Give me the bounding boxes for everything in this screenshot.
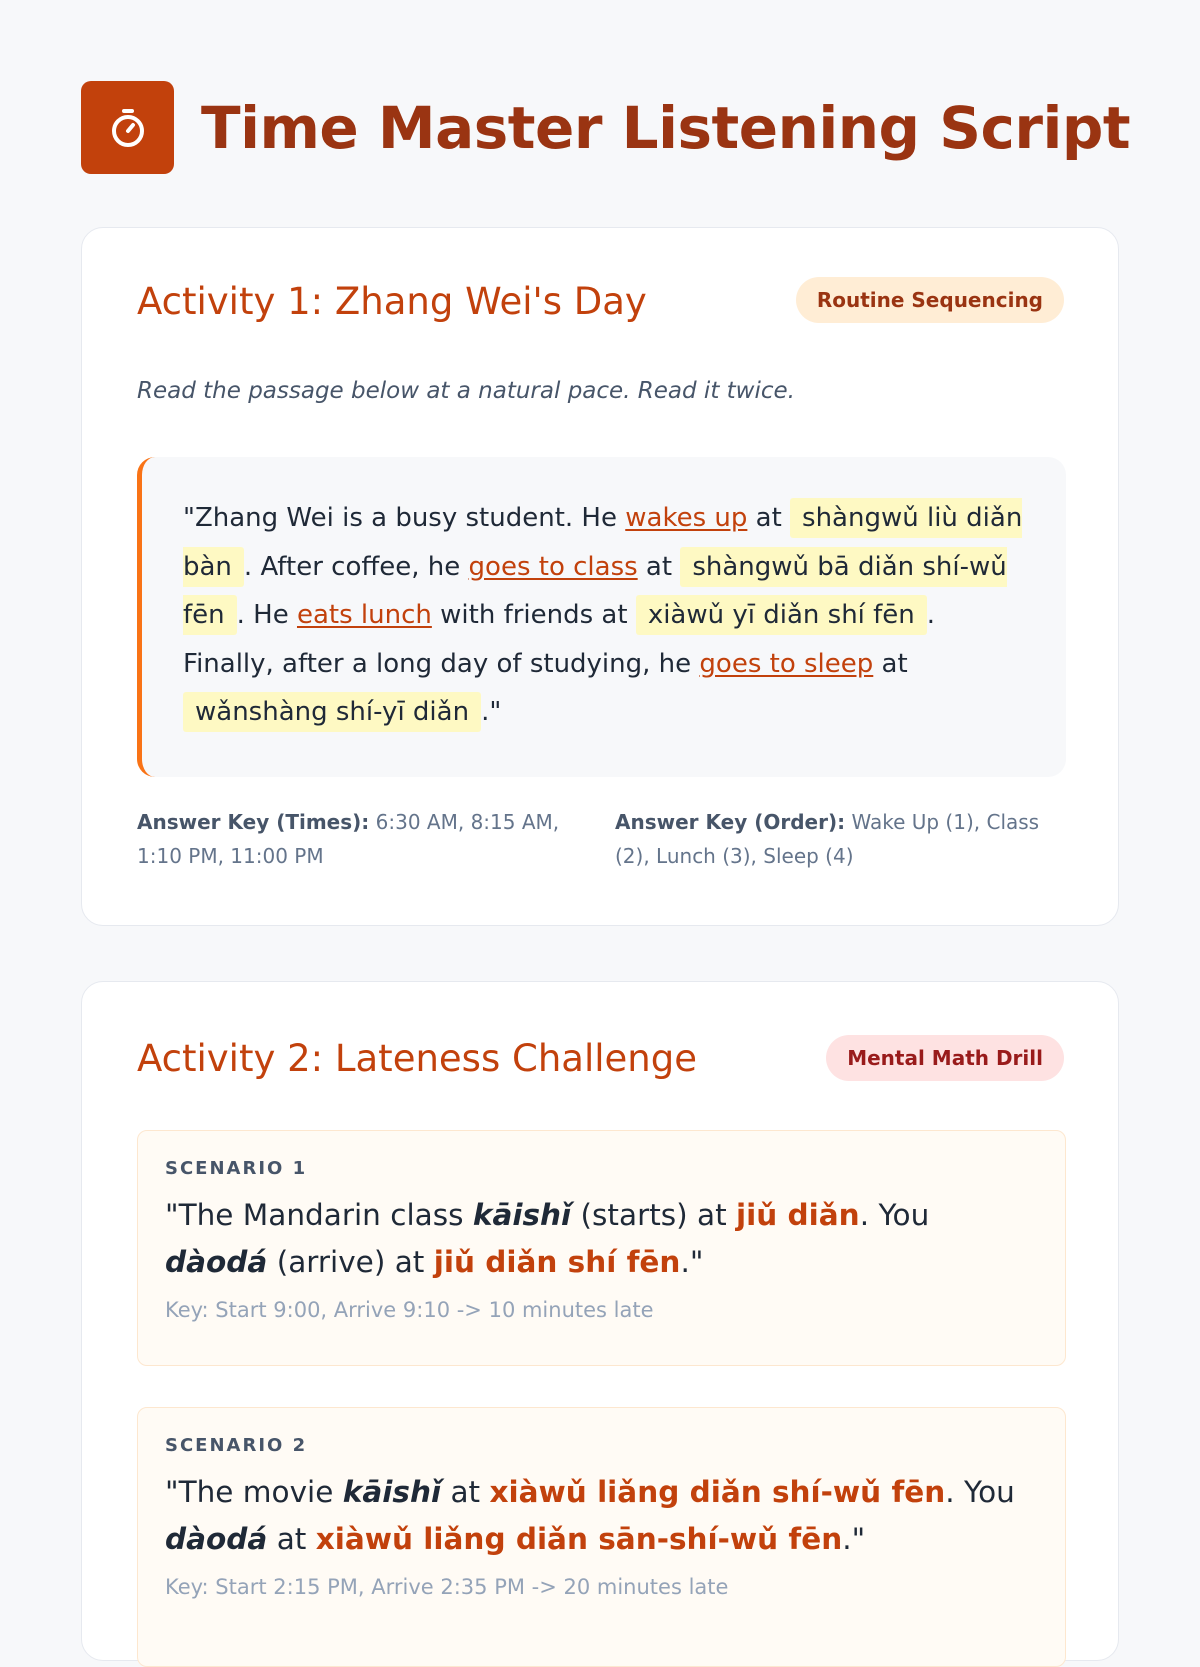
passage-text: . After coffee, he	[243, 551, 469, 582]
listening-passage	[137, 457, 1066, 777]
passage-text: at	[637, 551, 681, 582]
verb-wakes-up: wakes up	[625, 503, 748, 533]
routine-sequencing-badge: Routine Sequencing	[796, 277, 1064, 323]
scenario-card	[137, 1407, 1066, 1667]
stopwatch-icon	[81, 81, 174, 174]
scenario-text-part: (starts) at	[571, 1198, 737, 1232]
activity-2-card	[81, 981, 1119, 1661]
passage-text: "Zhang Wei is a busy student. He	[183, 503, 626, 533]
mental-math-drill-badge: Mental Math Drill	[826, 1035, 1064, 1081]
passage-text: with friends at	[431, 600, 636, 630]
time-highlight: wǎnshàng shí-yī diǎn	[183, 692, 481, 732]
scenario-label: SCENARIO 2	[165, 1435, 308, 1456]
keyword-kaishi: kāishǐ	[472, 1198, 572, 1232]
scenario-card	[137, 1130, 1066, 1366]
scenario-text-part: . You	[945, 1475, 1015, 1509]
scenario-text	[165, 1192, 1039, 1286]
scenario-text-part: ."	[842, 1522, 866, 1556]
passage-text: . He	[236, 600, 297, 630]
keyword-daoda: dàodá	[165, 1522, 268, 1556]
answer-key-times-value: 6:30 AM, 8:15 AM, 1:10 PM, 11:00 PM	[137, 810, 560, 868]
time-phrase: jiǔ diǎn	[736, 1198, 860, 1232]
answer-key-order	[615, 805, 1055, 873]
passage-text: at	[747, 503, 791, 533]
activity-1-instruction: Read the passage below at a natural pace. Read it twice.	[137, 378, 795, 404]
passage-text: . Finally, after a long day of studying, he	[183, 600, 936, 679]
verb-eats-lunch: eats lunch	[296, 600, 432, 630]
scenario-key: Key: Start 9:00, Arrive 9:10 -> 10 minutes late	[165, 1298, 654, 1322]
verb-goes-to-sleep: goes to sleep	[699, 648, 874, 679]
activity-1-title: Activity 1: Zhang Wei's Day	[137, 280, 647, 323]
scenario-text-part: "The Mandarin class	[165, 1198, 473, 1232]
scenario-text-part: "The movie	[165, 1475, 343, 1509]
passage-text: ."	[481, 697, 502, 727]
scenario-key: Key: Start 2:15 PM, Arrive 2:35 PM -> 20 minutes late	[165, 1575, 729, 1599]
scenario-text-part: at	[267, 1522, 316, 1556]
keyword-daoda: dàodá	[165, 1245, 268, 1279]
time-highlight: shàngwǔ bā diǎn shí-wǔ fēn	[183, 547, 1007, 636]
activity-2-title: Activity 2: Lateness Challenge	[137, 1037, 697, 1080]
scenario-text-part: . You	[859, 1198, 930, 1232]
scenario-text-part: ."	[680, 1245, 704, 1279]
answer-key-order-value: Wake Up (1), Class (2), Lunch (3), Sleep (4)	[615, 810, 1040, 868]
activity-1-card	[81, 227, 1119, 926]
scenario-text-part: (arrive) at	[267, 1245, 434, 1279]
answer-key-order-label: Answer Key (Order):	[615, 810, 846, 834]
page-header	[81, 81, 1130, 174]
answer-key-times-label: Answer Key (Times):	[137, 810, 370, 834]
passage-text: at	[873, 648, 908, 679]
scenario-text-part: at	[441, 1475, 490, 1509]
verb-goes-to-class: goes to class	[468, 551, 638, 582]
keyword-kaishi: kāishǐ	[342, 1475, 442, 1509]
time-phrase: xiàwǔ liǎng diǎn sān-shí-wǔ fēn	[315, 1522, 843, 1556]
time-highlight: xiàwǔ yī diǎn shí fēn	[636, 595, 927, 635]
scenario-text	[165, 1469, 1039, 1563]
time-phrase: xiàwǔ liǎng diǎn shí-wǔ fēn	[489, 1475, 946, 1509]
scenario-label: SCENARIO 1	[165, 1158, 308, 1179]
page-title: Time Master Listening Script	[201, 93, 1131, 162]
answer-key-times	[137, 805, 577, 873]
time-highlight: shàngwǔ liù diǎn bàn	[183, 498, 1022, 587]
time-phrase: jiǔ diǎn shí fēn	[433, 1245, 681, 1279]
